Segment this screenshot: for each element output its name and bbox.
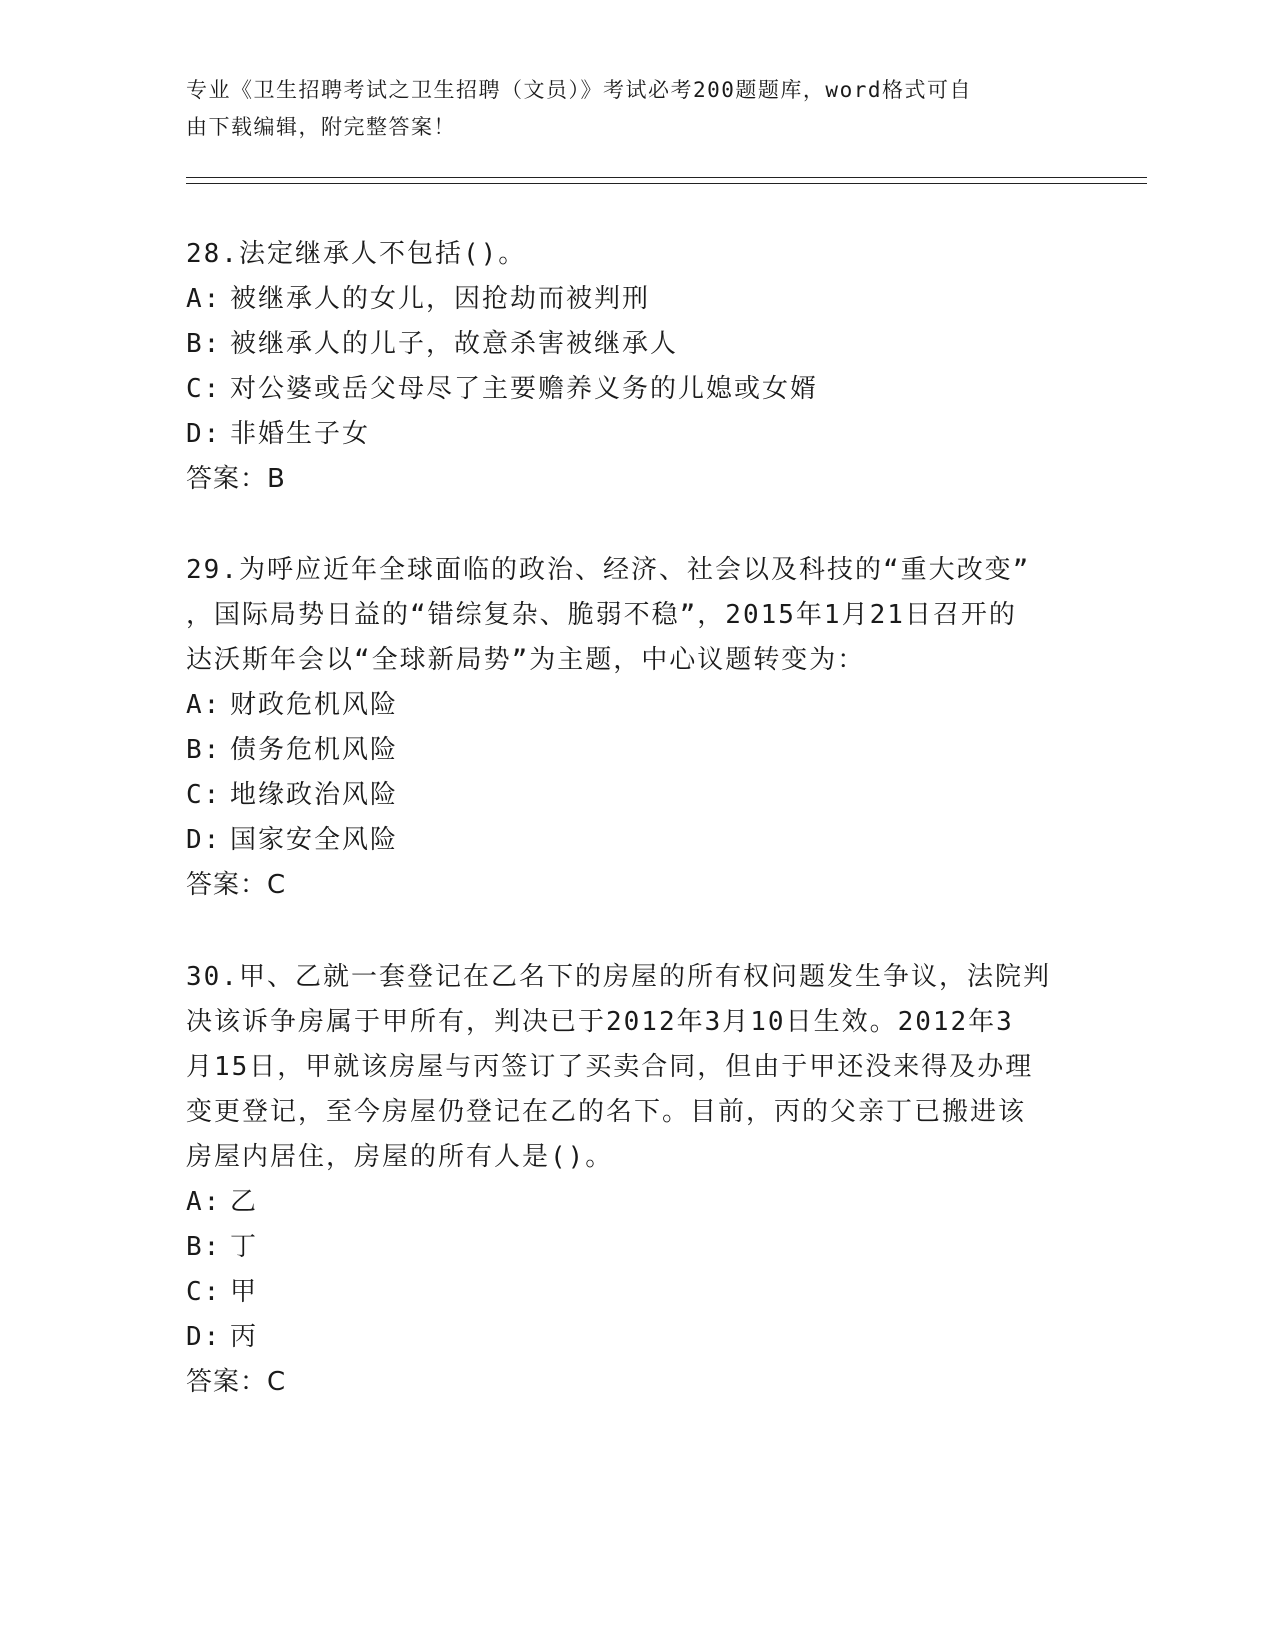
option-letter: D: (186, 419, 222, 449)
question-stem: 房屋内居住，房屋的所有人是()。 (186, 1142, 614, 1172)
option-letter: C: (186, 374, 222, 404)
option-text: 债务危机风险 (230, 735, 399, 765)
option-c (186, 773, 1076, 818)
question-stem: 变更登记，至今房屋仍登记在乙的名下。目前，丙的父亲丁已搬进该 (186, 1097, 1027, 1127)
question-stem: 29.为呼应近年全球面临的政治、经济、社会以及科技的“重大改变” (186, 555, 1031, 585)
option-letter: D: (186, 1322, 222, 1352)
option-a (186, 277, 1076, 322)
option-text: 丁 (230, 1232, 259, 1262)
answer-label: 答案：C (186, 1367, 287, 1397)
question-28 (186, 232, 1076, 502)
option-letter: B: (186, 1232, 222, 1262)
option-a (186, 683, 1076, 728)
option-d (186, 1315, 1076, 1360)
option-letter: D: (186, 825, 222, 855)
option-text: 甲 (230, 1277, 259, 1307)
option-letter: B: (186, 735, 222, 765)
option-text: 非婚生子女 (230, 419, 371, 449)
option-a (186, 1180, 1076, 1225)
option-letter: A: (186, 690, 222, 720)
header-line: 专业《卫生招聘考试之卫生招聘（文员）》考试必考200题题库，word格式可自 (186, 78, 972, 102)
option-b (186, 728, 1076, 773)
option-letter: A: (186, 1187, 222, 1217)
option-d (186, 412, 1076, 457)
option-text: 被继承人的儿子，故意杀害被继承人 (230, 329, 679, 359)
option-c (186, 367, 1076, 412)
option-letter: B: (186, 329, 222, 359)
question-stem: 28.法定继承人不包括()。 (186, 239, 527, 269)
question-stem: 月15日，甲就该房屋与丙签订了买卖合同，但由于甲还没来得及办理 (186, 1052, 1034, 1082)
question-29 (186, 548, 1076, 908)
document-header (186, 72, 1066, 146)
option-text: 丙 (230, 1322, 259, 1352)
question-30 (186, 955, 1076, 1405)
question-stem: 达沃斯年会以“全球新局势”为主题，中心议题转变为： (186, 645, 866, 675)
option-text: 地缘政治风险 (230, 780, 399, 810)
option-letter: C: (186, 1277, 222, 1307)
option-text: 乙 (230, 1187, 259, 1217)
answer-label: 答案：B (186, 464, 286, 494)
option-b (186, 322, 1076, 367)
option-b (186, 1225, 1076, 1270)
option-text: 对公婆或岳父母尽了主要赡养义务的儿媳或女婿 (230, 374, 819, 404)
option-letter: C: (186, 780, 222, 810)
question-stem: 30.甲、乙就一套登记在乙名下的房屋的所有权问题发生争议，法院判 (186, 962, 1051, 992)
option-text: 被继承人的女儿，因抢劫而被判刑 (230, 284, 651, 314)
header-line: 由下载编辑，附完整答案！ (186, 115, 456, 139)
question-stem: 决该诉争房属于甲所有，判决已于2012年3月10日生效。2012年3 (186, 1007, 1014, 1037)
option-letter: A: (186, 284, 222, 314)
answer-label: 答案：C (186, 870, 287, 900)
option-d (186, 818, 1076, 863)
option-text: 财政危机风险 (230, 690, 399, 720)
header-divider (186, 177, 1147, 184)
option-c (186, 1270, 1076, 1315)
question-stem: ，国际局势日益的“错综复杂、脆弱不稳”，2015年1月21日召开的 (186, 600, 1017, 630)
option-text: 国家安全风险 (230, 825, 399, 855)
